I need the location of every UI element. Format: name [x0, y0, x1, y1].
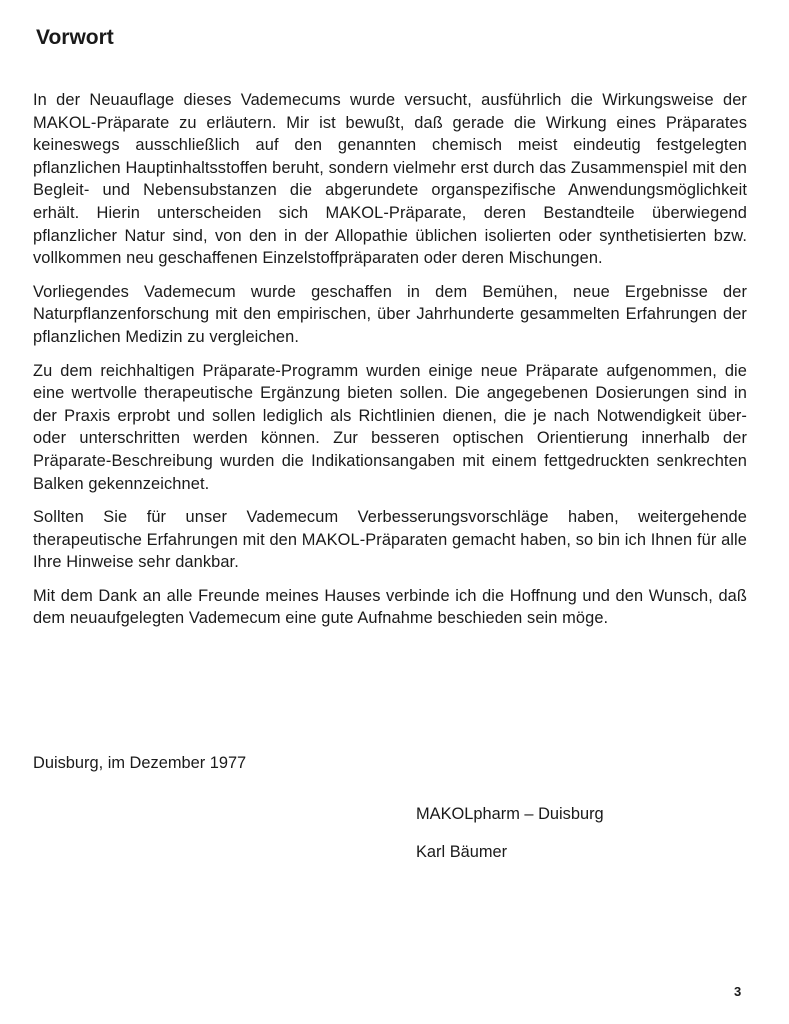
- paragraph-3: Zu dem reichhaltigen Präparate-Programm wurden einige neue Präparate aufgenommen, die eine wertvolle therapeutische Ergänzung bieten sollen. Die angegebenen Dosierungen sind in der Praxis erprobt und sollen lediglich als Richtlinien dienen, die je nach Notwendigkeit über- oder unterschritten werden können. Zur besseren optischen Orientierung innerhalb der Präparate-Beschreibung wurden die Indikationsangaben mit einem fettgedruckten senkrechten Balken gekennzeichnet.: [33, 361, 747, 493]
- paragraph-1: In der Neuauflage dieses Vademecums wurde versucht, ausführlich die Wirkungsweise der MAKOL-Präparate zu erläutern. Mir ist bewußt, daß gerade die Wirkung eines Präparates keineswegs ausschließlich auf den genannten chemisch meist eindeutig festgelegten pflanzlichen Hauptinhaltsstoffen beruht, sondern vielmehr erst durch das Zusammenspiel mit den Begleit- und Nebensubstanzen die abgerundete organspezifische Anwendungsmöglichkeit erhält. Hierin unterscheiden sich MAKOL-Präparate, deren Bestandteile überwiegend pflanzlicher Natur sind, von den in der Allopathie üblichen isolierten oder synthetisierten bzw. vollkommen neu geschaffenen Einzelstoffpräparaten oder deren Mischungen.: [33, 91, 747, 268]
- paragraph-4: Sollten Sie für unser Vademecum Verbesserungsvorschläge haben, weitergehende therapeutische Erfahrungen mit den MAKOL-Präparaten gemacht haben, so bin ich Ihnen für alle Ihre Hinweise sehr dankbar.: [33, 508, 747, 572]
- paragraph-5: Mit dem Dank an alle Freunde meines Hauses verbinde ich die Hoffnung und den Wunsch, daß dem neuaufgelegten Vademecum eine gute Aufnahme beschieden sein möge.: [33, 586, 747, 628]
- signature-company: MAKOLpharm – Duisburg: [416, 805, 604, 823]
- signature-name: Karl Bäumer: [416, 843, 508, 861]
- paragraph-2: Vorliegendes Vademecum wurde geschaffen in dem Bemühen, neue Ergebnisse der Naturpflanzenforschung mit den empirischen, über Jahrhunderte gesammelten Erfahrungen der pflanzlichen Medizin zu vergleichen.: [33, 282, 747, 346]
- page-heading: Vorwort: [36, 26, 114, 49]
- page-number: 3: [734, 984, 742, 999]
- place-date: Duisburg, im Dezember 1977: [33, 754, 247, 772]
- body-text: [33, 89, 747, 641]
